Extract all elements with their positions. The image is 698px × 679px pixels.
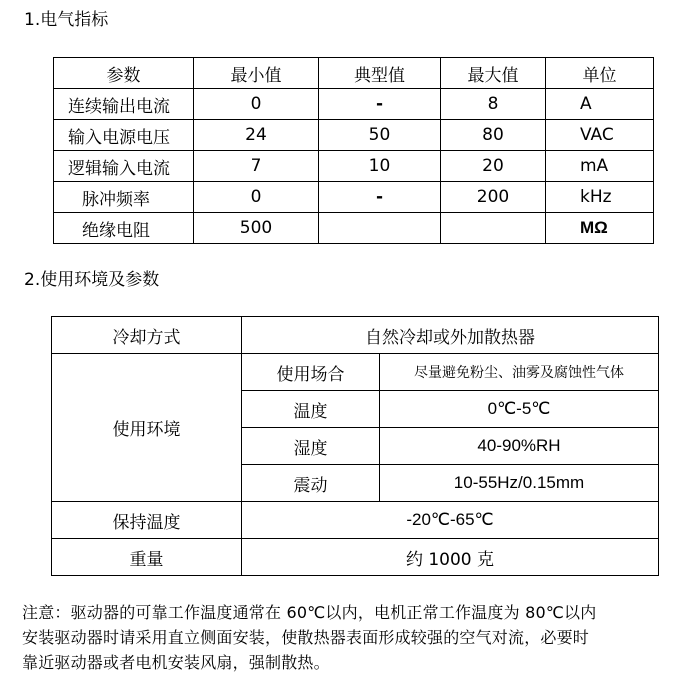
unit-value: mA bbox=[546, 151, 654, 182]
header-max: 最大值 bbox=[441, 58, 546, 89]
section-heading-electrical: 1.电气指标 bbox=[24, 10, 109, 30]
table-row bbox=[54, 151, 654, 182]
header-min: 最小值 bbox=[194, 58, 319, 89]
note-line-2: 安装驱动器时请采用直立侧面安装，使散热器表面形成较强的空气对流，必要时 bbox=[22, 628, 590, 647]
temperature-label: 温度 bbox=[242, 391, 380, 428]
max-value: 20 bbox=[441, 151, 546, 182]
header-unit: 单位 bbox=[546, 58, 654, 89]
max-value: 80 bbox=[441, 120, 546, 151]
max-value bbox=[441, 213, 546, 244]
min-value: 24 bbox=[194, 120, 319, 151]
min-value: 500 bbox=[194, 213, 319, 244]
table-header-row bbox=[54, 58, 654, 89]
vibration-label: 震动 bbox=[242, 465, 380, 502]
param-name: 逻辑输入电流 bbox=[54, 151, 194, 182]
unit-value: VAC bbox=[546, 120, 654, 151]
electrical-spec-table bbox=[53, 57, 654, 244]
storage-temp-value: -20℃-65℃ bbox=[242, 502, 659, 539]
table-row bbox=[52, 354, 659, 391]
usage-value: 尽量避免粉尘、油雾及腐蚀性气体 bbox=[380, 354, 659, 391]
table-row bbox=[54, 213, 654, 244]
storage-temp-label: 保持温度 bbox=[52, 502, 242, 539]
param-name: 连续输出电流 bbox=[54, 89, 194, 120]
min-value: 7 bbox=[194, 151, 319, 182]
environment-label: 使用环境 bbox=[52, 354, 242, 502]
typical-value bbox=[319, 213, 441, 244]
param-name: 输入电源电压 bbox=[54, 120, 194, 151]
table-row bbox=[54, 182, 654, 213]
humidity-value: 40-90%RH bbox=[380, 428, 659, 465]
max-value: 8 bbox=[441, 89, 546, 120]
note-paragraph bbox=[22, 600, 682, 675]
section-heading-environment: 2.使用环境及参数 bbox=[24, 270, 160, 290]
max-value: 200 bbox=[441, 182, 546, 213]
typical-value: 10 bbox=[319, 151, 441, 182]
min-value: 0 bbox=[194, 182, 319, 213]
usage-label: 使用场合 bbox=[242, 354, 380, 391]
unit-value: A bbox=[546, 89, 654, 120]
cooling-value: 自然冷却或外加散热器 bbox=[242, 317, 659, 354]
note-line-3: 靠近驱动器或者电机安装风扇，强制散热。 bbox=[22, 653, 330, 672]
header-typical: 典型值 bbox=[319, 58, 441, 89]
environment-table bbox=[51, 316, 659, 576]
unit-value: kHz bbox=[546, 182, 654, 213]
table-row bbox=[52, 502, 659, 539]
param-name: 脉冲频率 bbox=[54, 182, 194, 213]
weight-label: 重量 bbox=[52, 539, 242, 576]
header-parameter: 参数 bbox=[54, 58, 194, 89]
typical-value: - bbox=[319, 182, 441, 213]
min-value: 0 bbox=[194, 89, 319, 120]
typical-value: 50 bbox=[319, 120, 441, 151]
table-row bbox=[52, 317, 659, 354]
vibration-value: 10-55Hz/0.15mm bbox=[380, 465, 659, 502]
table-row bbox=[54, 89, 654, 120]
unit-value: MΩ bbox=[546, 213, 654, 244]
temperature-value: 0℃-5℃ bbox=[380, 391, 659, 428]
table-row bbox=[52, 539, 659, 576]
cooling-label: 冷却方式 bbox=[52, 317, 242, 354]
param-name: 绝缘电阻 bbox=[54, 213, 194, 244]
humidity-label: 湿度 bbox=[242, 428, 380, 465]
typical-value: - bbox=[319, 89, 441, 120]
table-row bbox=[54, 120, 654, 151]
note-line-1: 注意：驱动器的可靠工作温度通常在 60℃以内，电机正常工作温度为 80℃以内 bbox=[22, 603, 597, 622]
weight-value: 约 1000 克 bbox=[242, 539, 659, 576]
